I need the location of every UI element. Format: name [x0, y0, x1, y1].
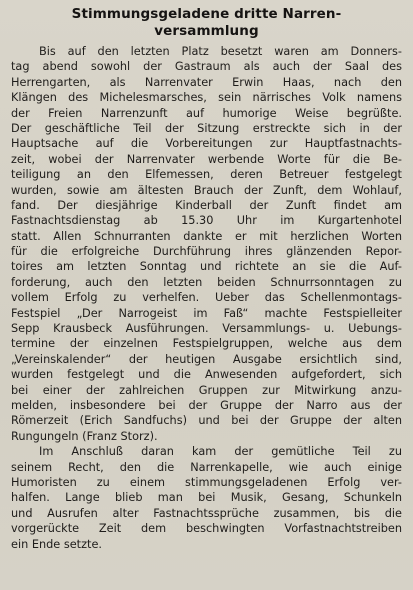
text-line: statt. Allen Schnurranten dankte er mit herzlichen Worten: [11, 229, 402, 243]
text-line: Rungungeln (Franz Storz).: [11, 429, 158, 443]
text-line: termine der einzelnen Festspielgruppen, welche aus dem: [11, 337, 402, 351]
text-line: forderung, auch den letzten beiden Schnurrsonntagen zu: [11, 275, 402, 289]
text-line: Fastnachtsdienstag ab 15.30 Uhr im Kurgartenhotel: [11, 214, 402, 228]
article-headline: [11, 6, 402, 40]
article-paragraph: [11, 44, 402, 444]
text-line: bei einer der zahlreichen Gruppen zur Mitwirkung anzu-: [11, 383, 402, 397]
text-line: fand. Der diesjährige Kinderball der Zunft findet am: [11, 198, 402, 212]
text-line: Römerzeit (Erich Sandfuchs) und bei der Gruppe der alten: [11, 414, 402, 428]
text-line: wurden festgelegt und die Anwesenden aufgefordert, sich: [11, 368, 402, 382]
text-line: teiligung an den Elfemessen, deren Betreuer festgelegt: [11, 168, 402, 182]
text-line: toires am letzten Sonntag und richtete an sie die Auf-: [11, 260, 402, 274]
text-line: Im Anschluß daran kam der gemütliche Teil zu: [39, 445, 402, 459]
text-line: Herrengarten, als Narrenvater Erwin Haas, nach den: [11, 75, 402, 89]
text-line: ein Ende setzte.: [11, 537, 103, 551]
headline-line: Stimmungsgeladene dritte Narren-: [71, 6, 342, 22]
article-paragraph: [11, 444, 402, 552]
headline-line: versammlung: [154, 23, 259, 39]
text-line: Humoristen zu einem stimmungsgeladenen Erfolg ver-: [11, 475, 402, 489]
text-line: tag abend sowohl der Gastraum als auch der Saal des: [11, 60, 402, 74]
text-line: für die erfolgreiche Durchführung ihres glänzenden Repor-: [11, 245, 402, 259]
text-line: „Vereinskalender“ der heutigen Ausgabe ersichtlich sind,: [11, 352, 402, 366]
text-line: melden, insbesondere bei der Gruppe der Narro aus der: [11, 398, 402, 412]
text-line: Der geschäftliche Teil der Sitzung erstreckte sich in der: [11, 121, 402, 135]
text-line: Bis auf den letzten Platz besetzt waren am Donners-: [39, 45, 402, 58]
text-line: Hauptsache auf die Vorbereitungen zur Hauptfastnachts-: [11, 137, 402, 151]
text-line: Festspiel „Der Narrogeist im Faß“ machte Festspielleiter: [11, 306, 402, 320]
text-line: und Ausrufen alter Fastnachtssprüche zusammen, bis die: [11, 506, 402, 520]
text-line: der Freien Narrenzunft auf humorige Weise begrüßte.: [11, 106, 402, 120]
text-line: Sepp Krausbeck Ausführungen. Versammlungs- u. Uebungs-: [11, 322, 402, 336]
article-body: [11, 44, 402, 552]
text-line: halfen. Lange blieb man bei Musik, Gesang, Schunkeln: [11, 491, 402, 505]
text-line: Klängen des Michelesmarsches, sein närrisches Volk namens: [11, 91, 402, 105]
text-line: zeit, wobei der Narrenvater werbende Worte für die Be-: [11, 152, 402, 166]
text-line: vollem Erfolg zu verhelfen. Ueber das Schellenmontags-: [11, 291, 402, 305]
text-line: vorgerückte Zeit dem beschwingten Vorfastnachtstreiben: [11, 522, 402, 536]
text-line: wurden, sowie am ältesten Brauch der Zunft, dem Wohlauf,: [11, 183, 402, 197]
text-line: seinem Recht, den die Narrenkapelle, wie auch einige: [11, 460, 402, 474]
